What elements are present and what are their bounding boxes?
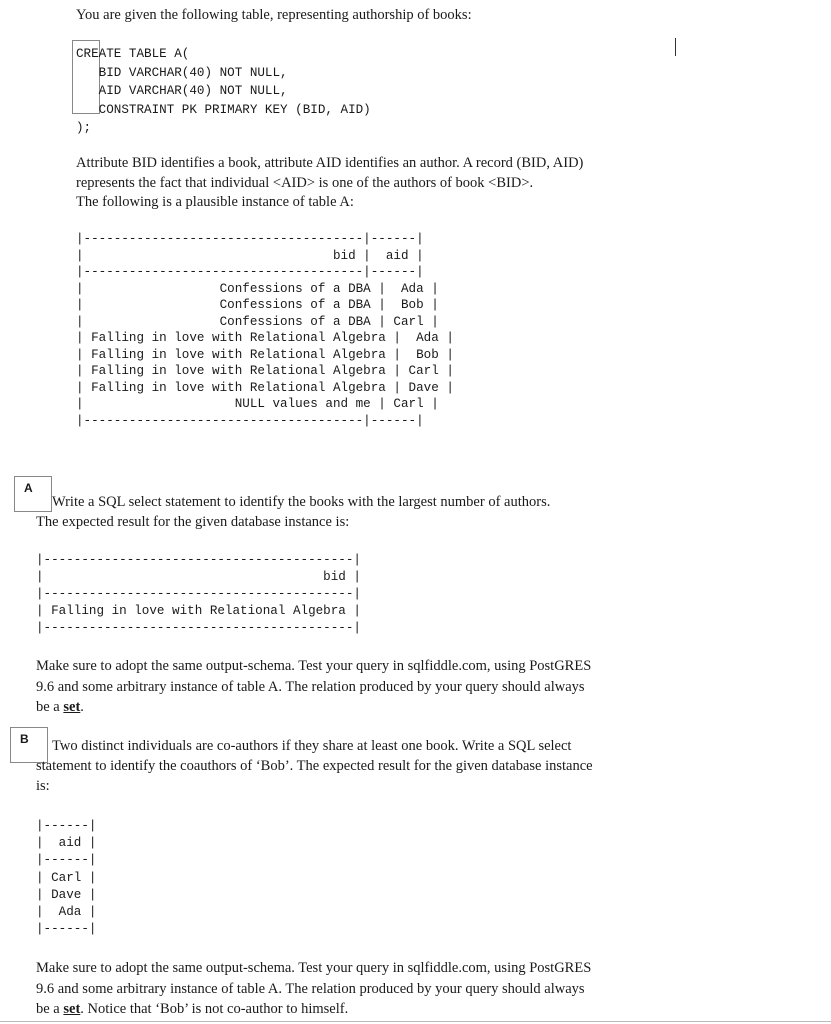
table-row: |------|	[36, 819, 97, 833]
table-row: | Falling in love with Relational Algebra | Carl |	[76, 364, 454, 378]
question-a-note	[36, 656, 591, 718]
note-line: Make sure to adopt the same output-schema. Test your query in sqlfiddle.com, using PostGRES	[36, 658, 592, 674]
table-row: | bid | aid |	[76, 248, 424, 263]
table-row: | Confessions of a DBA | Carl |	[76, 314, 439, 329]
table-row: |-------------------------------------|------|	[76, 232, 424, 246]
table-row: |-------------------------------------|------|	[76, 413, 424, 428]
note-text: .	[80, 699, 84, 715]
table-row: | Confessions of a DBA | Bob |	[76, 298, 439, 312]
create-table-code	[76, 45, 371, 138]
question-b-line3: is:	[36, 778, 50, 794]
set-emphasis: set	[63, 1001, 81, 1017]
table-row: |-----------------------------------------|	[36, 621, 361, 635]
note-line: 9.6 and some arbitrary instance of table A. The relation produced by your query should always	[36, 980, 585, 997]
table-row: | Falling in love with Relational Algebra |	[36, 604, 361, 618]
table-row: | aid |	[36, 836, 97, 851]
note-text: . Notice that ‘Bob’ is not co-author to himself.	[80, 1001, 349, 1017]
table-a-instance	[76, 231, 454, 429]
table-row: |-----------------------------------------|	[36, 553, 361, 567]
question-a-label: A	[24, 481, 33, 495]
question-b-result-table	[36, 818, 96, 938]
question-a-label-box	[14, 476, 52, 512]
code-line: CONSTRAINT PK PRIMARY KEY (BID, AID)	[76, 102, 371, 117]
table-row: |------|	[36, 922, 97, 937]
note-text: be a	[36, 1001, 64, 1017]
table-row: | Ada |	[36, 905, 97, 920]
description-line: represents the fact that individual <AID> is one of the authors of book <BID>.	[76, 174, 534, 191]
note-text: be a	[36, 699, 64, 715]
question-b-line2: statement to identify the coauthors of ‘Bob’. The expected result for the given database instance	[36, 758, 593, 774]
table-row: | Falling in love with Relational Algebra | Bob |	[76, 347, 454, 362]
table-row: | bid |	[36, 570, 361, 584]
text-cursor-icon	[675, 38, 676, 56]
table-row: | Carl |	[36, 870, 97, 885]
code-line: AID VARCHAR(40) NOT NULL,	[76, 84, 288, 98]
code-line: CREATE TABLE A(	[76, 47, 190, 61]
set-emphasis: set	[63, 699, 81, 715]
table-row: |-------------------------------------|------|	[76, 265, 424, 279]
question-b-label: B	[20, 732, 29, 746]
description	[76, 154, 583, 213]
description-line: Attribute BID identifies a book, attribute AID identifies an author. A record (BID, AID)	[76, 155, 584, 171]
question-a-result-table	[36, 552, 361, 637]
note-line	[36, 999, 591, 1020]
intro-text: You are given the following table, representing authorship of books:	[76, 7, 472, 23]
question-b-line1: Two distinct individuals are co-authors if they share at least one book. Write a SQL select	[52, 738, 572, 754]
code-line: BID VARCHAR(40) NOT NULL,	[76, 65, 288, 80]
question-b-note	[36, 958, 591, 1020]
description-line: The following is a plausible instance of table A:	[76, 194, 354, 210]
question-a-line1: Write a SQL select statement to identify the books with the largest number of authors.	[52, 494, 551, 510]
note-line	[36, 697, 591, 718]
code-line: );	[76, 121, 92, 135]
table-row: |-----------------------------------------|	[36, 587, 361, 601]
table-row: | NULL values and me | Carl |	[76, 397, 439, 411]
table-row: | Falling in love with Relational Algebra | Dave |	[76, 380, 454, 395]
question-a-line2: The expected result for the given database instance is:	[36, 514, 350, 530]
table-row: | Falling in love with Relational Algebra | Ada |	[76, 331, 454, 345]
note-line: Make sure to adopt the same output-schema. Test your query in sqlfiddle.com, using PostGRES	[36, 960, 592, 976]
bottom-divider	[0, 1021, 831, 1022]
note-line: 9.6 and some arbitrary instance of table A. The relation produced by your query should always	[36, 678, 585, 695]
table-row: | Confessions of a DBA | Ada |	[76, 281, 439, 296]
table-row: | Dave |	[36, 887, 97, 902]
table-row: |------|	[36, 853, 97, 868]
